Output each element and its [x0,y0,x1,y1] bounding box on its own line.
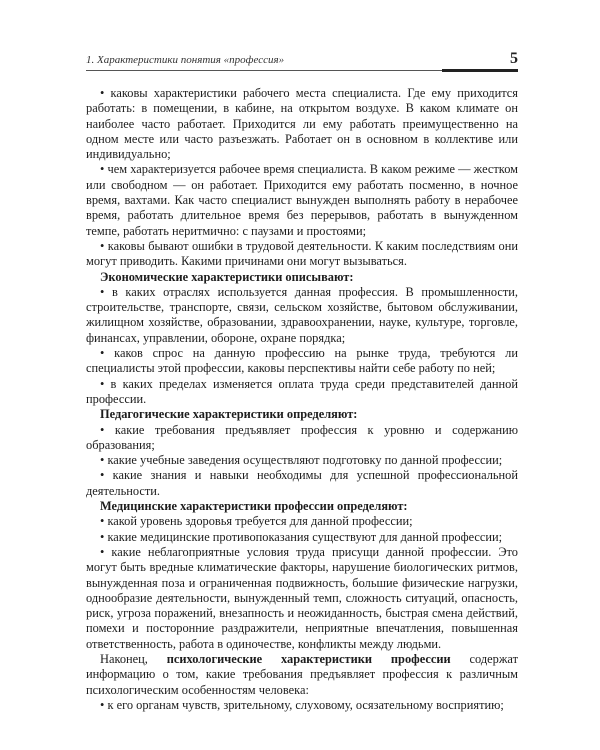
paragraph [86,530,518,545]
paragraph [86,162,518,238]
paragraph-text: содержат информацию о том, какие требования предъявляет профессия к различным психологическим особенностям человека: [86,651,519,697]
bullet: • [100,238,105,253]
paragraph-text: в каких отраслях используется данная профессия. В промышленности, строительстве, транспорте, связи, сельском хозяйстве, бытовом обслуживании, жилищном хозяйстве, образовании, здравоохранении, науке, культуре, торговле, финансах, управлении, обороне, охране порядка; [86,284,518,345]
bullet: • [100,162,105,177]
paragraph [86,514,518,529]
paragraph-text: какие медицинские противопоказания существуют для данной профессии; [107,529,503,544]
bullet: • [100,346,105,361]
section-heading-pedagogical: Педагогические характеристики определяют: [100,407,358,422]
section-heading-medical: Медицинские характеристики профессии определяют: [100,499,408,514]
bullet: • [100,544,105,559]
paragraph [86,468,518,499]
paragraph-text: к его органам чувств, зрительному, слуховому, осязательному восприятию; [107,697,504,712]
paragraph [86,545,518,652]
paragraph [86,423,518,454]
emphasis-psychological: психологические характеристики профессии [166,651,451,666]
paragraph-text: какие знания и навыки необходимы для успешной профессиональной деятельности. [86,468,518,498]
paragraph-text: каков спрос на данную профессию на рынке труда, требуются ли специалисты этой профессии, каковы перспективы найти себе работу по ней; [86,346,518,376]
bullet: • [100,376,105,391]
paragraph [86,453,518,468]
paragraph [86,652,518,698]
paragraph-text: каковы бывают ошибки в трудовой деятельности. К каким последствиям они могут приводить. Какими причинами они могут вызываться. [86,238,518,269]
body-text [86,86,518,713]
paragraph-text: какие требования предъявляет профессия к уровню и содержанию образования; [86,422,518,452]
bullet: • [100,529,105,544]
bullet: • [100,453,105,468]
paragraph-text: какой уровень здоровья требуется для данной профессии; [107,514,413,529]
bullet: • [100,284,105,299]
paragraph [86,698,518,713]
bullet: • [100,422,105,437]
page-number: 5 [510,50,518,67]
paragraph [86,239,518,270]
paragraph [86,86,518,162]
paragraph [86,285,518,346]
paragraph [86,377,518,408]
paragraph-text: каковы характеристики рабочего места специалиста. Где ему приходится работать: в помещении, в кабине, на открытом воздухе. В каком климате он наиболее часто работает. Приходится ли ему работать преимущественно на одном месте или часто разъезжать. Работает он в основном в коллективе или индивидуально; [86,86,518,162]
bullet: • [100,514,105,529]
paragraph-text: Наконец, [100,651,167,666]
bullet: • [100,697,105,712]
paragraph-text: какие учебные заведения осуществляют подготовку по данной профессии; [107,453,503,468]
section-heading-economic: Экономические характеристики описывают: [100,269,354,284]
paragraph-text: какие неблагоприятные условия труда присущи данной профессии. Это могут быть вредные климатические факторы, нарушение биологических ритмов, вынужденная поза и ограниченная подвижность, большие физические нагрузки, однообразие деятельности, вынужденный темп, сложность ситуаций, опасность, риск, угроза поражений, внезапность и неожиданность, быстрая смена действий, помехи и посторонние раздражители, неприятные впечатления, повышенная ответственность, работа в одиночестве, конфликты между людьми. [86,544,518,651]
bullet: • [100,468,105,483]
running-head: 1. Характеристики понятия «профессия» [86,54,285,66]
paragraph [86,346,518,377]
paragraph-text: чем характеризуется рабочее время специалиста. В каком режиме — жестком или свободном — он работает. Приходится ему работать посменно, в ночное время, вахтами. Как часто специалист вынужден выполнять работу в нерабочее время, работать длительное время без перерывов, работать в вынужденном темпе, работать неритмично: с паузами и простоями; [86,162,518,238]
bullet: • [100,86,105,100]
paragraph-text: в каких пределах изменяется оплата труда среди представителей данной профессии. [86,376,518,406]
header-rule-accent [442,69,518,72]
